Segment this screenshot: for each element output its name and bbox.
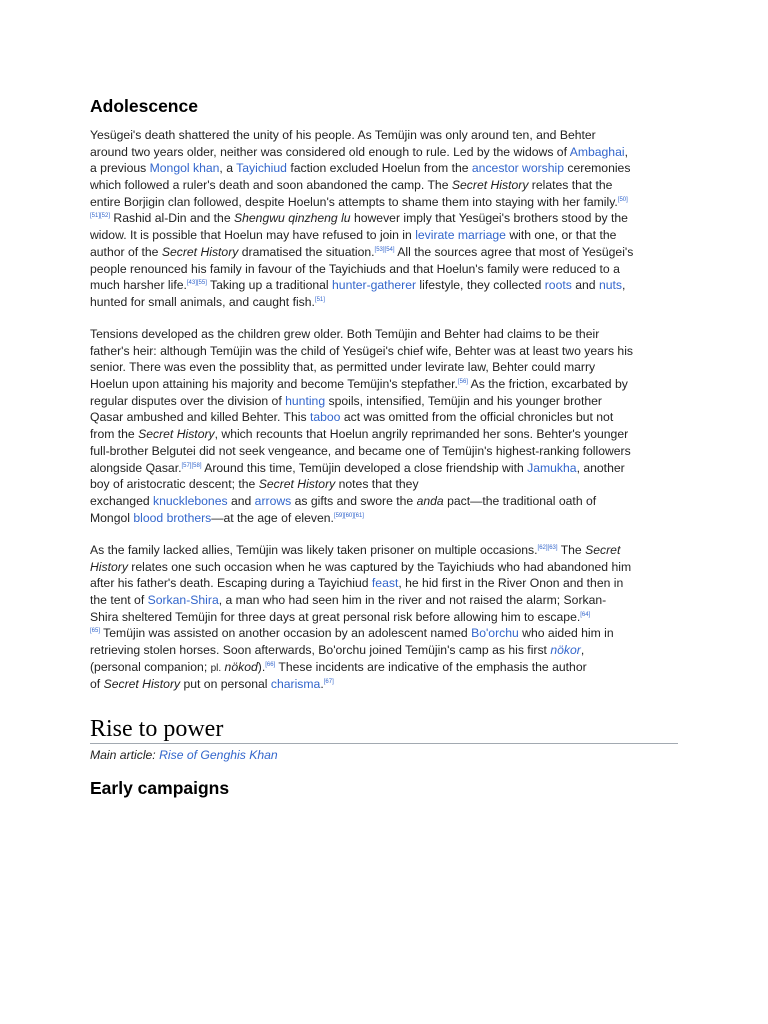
- reference-link[interactable]: [56]: [457, 379, 468, 386]
- text: These incidents are indicative of the emphasis the author: [275, 659, 587, 674]
- reference-link[interactable]: [65]: [90, 628, 101, 635]
- text: as gifts and swore the: [291, 493, 417, 508]
- text: author of the: [90, 244, 162, 259]
- italic-title: Secret History: [161, 244, 239, 259]
- text: full-brother Belgutei did not seek vengeance, and became one of Temüjin's highest-ranking followers: [90, 443, 631, 458]
- paragraph-1: [90, 127, 690, 311]
- plural-abbr: pl.: [210, 662, 222, 674]
- italic-title: Secret: [585, 543, 621, 557]
- link-ancestor-worship[interactable]: ancestor worship: [471, 161, 565, 176]
- text: ,: [580, 643, 585, 658]
- text: —at the age of eleven.: [211, 510, 334, 525]
- text: ).: [257, 659, 266, 674]
- text-line: [90, 244, 690, 261]
- text: the tent of: [90, 593, 148, 608]
- text: widow. It is possible that Hoelun may have refused to join in: [90, 228, 416, 243]
- text-line: [90, 443, 690, 460]
- text: All the sources agree that most of Yesügei's: [394, 244, 634, 259]
- text: Yesügei's death shattered the unity of his people. As Temüjin was only around ten, and Behter: [90, 128, 596, 142]
- text: , another: [576, 460, 625, 475]
- text: , which recounts that Hoelun angrily reprimanded her sons. Behter's younger: [214, 427, 629, 442]
- text: a previous: [90, 161, 150, 176]
- heading-adolescence: Adolescence: [90, 96, 198, 116]
- text: dramatised the situation.: [238, 244, 375, 259]
- text: much harsher life.: [90, 278, 187, 293]
- text-line: [90, 376, 690, 393]
- reference-link[interactable]: [51][52]: [90, 213, 111, 220]
- text-line: [90, 277, 690, 294]
- text-line: [90, 261, 690, 278]
- text: ,: [624, 144, 628, 159]
- link-nuts[interactable]: nuts: [598, 278, 623, 293]
- main-article-prefix: Main article:: [90, 748, 160, 762]
- reference-link[interactable]: [62][63]: [537, 545, 558, 551]
- text: Hoelun upon attaining his majority and become Temüjin's stepfather.: [90, 377, 458, 392]
- text: As the friction, excarbated by: [467, 377, 628, 392]
- reference-link[interactable]: [64]: [580, 611, 591, 618]
- reference-link[interactable]: [51]: [314, 296, 325, 303]
- text-line: [90, 575, 690, 592]
- link-tayichiud[interactable]: Tayichiud: [236, 161, 287, 176]
- text: who aided him in: [518, 626, 614, 641]
- text: Tensions developed as the children grew older. Both Temüjin and Behter had claims to be their: [90, 327, 600, 341]
- reference-link[interactable]: [59][60][61]: [333, 512, 364, 519]
- text: , a: [219, 161, 237, 176]
- text: relates one such occasion when he was captured by the Tayichiuds who had abandoned him: [127, 559, 632, 574]
- paragraph-3: [90, 542, 690, 692]
- text: The: [557, 543, 586, 557]
- text: of: [90, 676, 104, 691]
- reference-link[interactable]: [50]: [617, 196, 628, 203]
- text: alongside Qasar.: [90, 460, 182, 475]
- text-line: [90, 343, 690, 360]
- heading-rise-to-power: Rise to power: [90, 716, 678, 744]
- text-line: [90, 409, 690, 426]
- text-line: [90, 227, 690, 244]
- text: with one, or that the: [505, 228, 617, 243]
- text: , he hid first in the River Onon and then in: [398, 576, 624, 591]
- text: from the: [90, 427, 139, 442]
- text: ceremonies: [564, 161, 631, 176]
- text-line: [90, 676, 690, 693]
- text: put on personal: [180, 676, 271, 691]
- reference-link[interactable]: [67]: [323, 678, 334, 685]
- text: notes that they: [335, 477, 419, 492]
- text-line: [90, 609, 690, 626]
- link-levirate-marriage[interactable]: levirate marriage: [415, 228, 506, 243]
- text: (personal companion;: [90, 659, 211, 674]
- text: retrieving stolen horses. Soon afterwards, Bo'orchu joined Temüjin's camp as his first: [90, 643, 551, 658]
- text-line: [90, 592, 690, 609]
- text: pact—the traditional oath of: [443, 493, 597, 508]
- link-boorchu[interactable]: Bo'orchu: [471, 626, 519, 641]
- text: Shira sheltered Temüjin for three days at great personal risk before allowing him to escape.: [90, 609, 581, 624]
- text: Temüjin was assisted on another occasion by an adolescent named: [100, 626, 472, 641]
- text: spoils, intensified, Temüjin and his younger brother: [325, 393, 602, 408]
- text-line: [90, 144, 690, 161]
- text: senior. There was even the possiblity that, as permitted under levirate law, Behter could marry: [90, 360, 596, 375]
- text: As the family lacked allies, Temüjin was likely taken prisoner on multiple occasions.: [90, 543, 538, 557]
- text-line: [90, 294, 690, 311]
- text-line: [90, 460, 690, 477]
- reference-link[interactable]: [53][54]: [374, 246, 395, 253]
- text: which followed a ruler's death and soon abandoned the camp. The: [90, 178, 452, 193]
- text: .: [320, 676, 324, 691]
- link-rise-of-genghis-khan[interactable]: Rise of Genghis Khan: [159, 748, 278, 762]
- text: and: [571, 278, 599, 293]
- text: act was omitted from the official chronicles but not: [340, 410, 614, 425]
- italic-term: nökod: [224, 659, 258, 674]
- link-charisma[interactable]: charisma: [270, 676, 321, 691]
- link-blood-brothers[interactable]: blood brothers: [133, 510, 212, 525]
- text-line: [90, 210, 690, 227]
- text: father's heir: although Temüjin was the child of Yesügei's chief wife, Behter was at least two years his: [90, 343, 634, 358]
- italic-title: Shengwu qinzheng lu: [234, 211, 351, 226]
- text: and: [227, 493, 255, 508]
- italic-title: History: [90, 559, 128, 574]
- text-line: [90, 160, 690, 177]
- link-hunter-gatherer[interactable]: hunter-gatherer: [332, 278, 417, 293]
- text: Rashid al-Din and the: [110, 211, 234, 226]
- text: relates that the: [528, 178, 613, 193]
- link-jamukha[interactable]: Jamukha: [527, 460, 577, 475]
- text-line: [90, 659, 690, 676]
- text-line: [90, 127, 690, 144]
- reference-link[interactable]: [57][58]: [181, 462, 202, 469]
- link-nokor[interactable]: nökor: [550, 643, 581, 658]
- italic-term: anda: [416, 493, 444, 508]
- text: regular disputes over the division of: [90, 393, 286, 408]
- text-line: [90, 625, 690, 642]
- text: , a man who had seen him in the river and not raised the alarm; Sorkan-: [218, 593, 607, 608]
- link-roots[interactable]: roots: [544, 278, 572, 293]
- text: people renounced his family in favour of the Tayichiuds and that Hoelun's family were reduced to a: [90, 261, 620, 276]
- text: Qasar ambushed and killed Behter. This: [90, 410, 310, 425]
- italic-title: Secret History: [258, 477, 336, 492]
- text: Around this time, Temüjin developed a close friendship with: [201, 460, 528, 475]
- text-line: [90, 326, 690, 343]
- text: Mongol: [90, 510, 134, 525]
- text: entire Borjigin clan followed, despite Hoelun's attempts to shame them into staying with her family.: [90, 194, 618, 209]
- text-line: [90, 393, 690, 410]
- text: faction excluded Hoelun from the: [286, 161, 472, 176]
- italic-title: Secret History: [138, 427, 215, 442]
- text-line: [90, 493, 690, 510]
- text: boy of aristocratic descent; the: [90, 477, 259, 492]
- text-line: [90, 559, 690, 576]
- link-ambaghai[interactable]: Ambaghai: [569, 144, 625, 159]
- text: Taking up a traditional: [206, 278, 333, 293]
- text-line: [90, 426, 690, 443]
- text: after his father's death. Escaping during a Tayichiud: [90, 576, 372, 591]
- text-line: [90, 194, 690, 211]
- paragraph-2: [90, 326, 690, 526]
- text-line: [90, 542, 690, 559]
- text: exchanged: [90, 493, 154, 508]
- text: around two years older, neither was considered old enough to rule. Led by the widows of: [90, 144, 570, 159]
- link-knucklebones[interactable]: knucklebones: [153, 493, 228, 508]
- text-line: [90, 177, 690, 194]
- text-line: [90, 359, 690, 376]
- text-line: [90, 642, 690, 659]
- italic-title: Secret History: [103, 676, 181, 691]
- text-line: [90, 476, 690, 493]
- text-line: [90, 510, 690, 527]
- link-hunting[interactable]: hunting: [285, 393, 326, 408]
- italic-title: Secret History: [451, 178, 529, 193]
- heading-early-campaigns: Early campaigns: [90, 778, 230, 798]
- link-arrows[interactable]: arrows: [254, 493, 292, 508]
- link-feast[interactable]: feast: [371, 576, 399, 591]
- link-sorkan-shira[interactable]: Sorkan-Shira: [147, 593, 219, 608]
- link-mongol-khan[interactable]: Mongol khan: [149, 161, 220, 176]
- reference-link[interactable]: [43][55]: [186, 280, 207, 287]
- text: hunted for small animals, and caught fish.: [90, 294, 315, 309]
- main-article-note: [90, 748, 278, 762]
- text: however imply that Yesügei's brothers stood by the: [350, 211, 628, 226]
- reference-link[interactable]: [66]: [265, 661, 276, 668]
- text: ,: [622, 278, 626, 293]
- text: lifestyle, they collected: [416, 278, 545, 293]
- link-taboo[interactable]: taboo: [309, 410, 341, 425]
